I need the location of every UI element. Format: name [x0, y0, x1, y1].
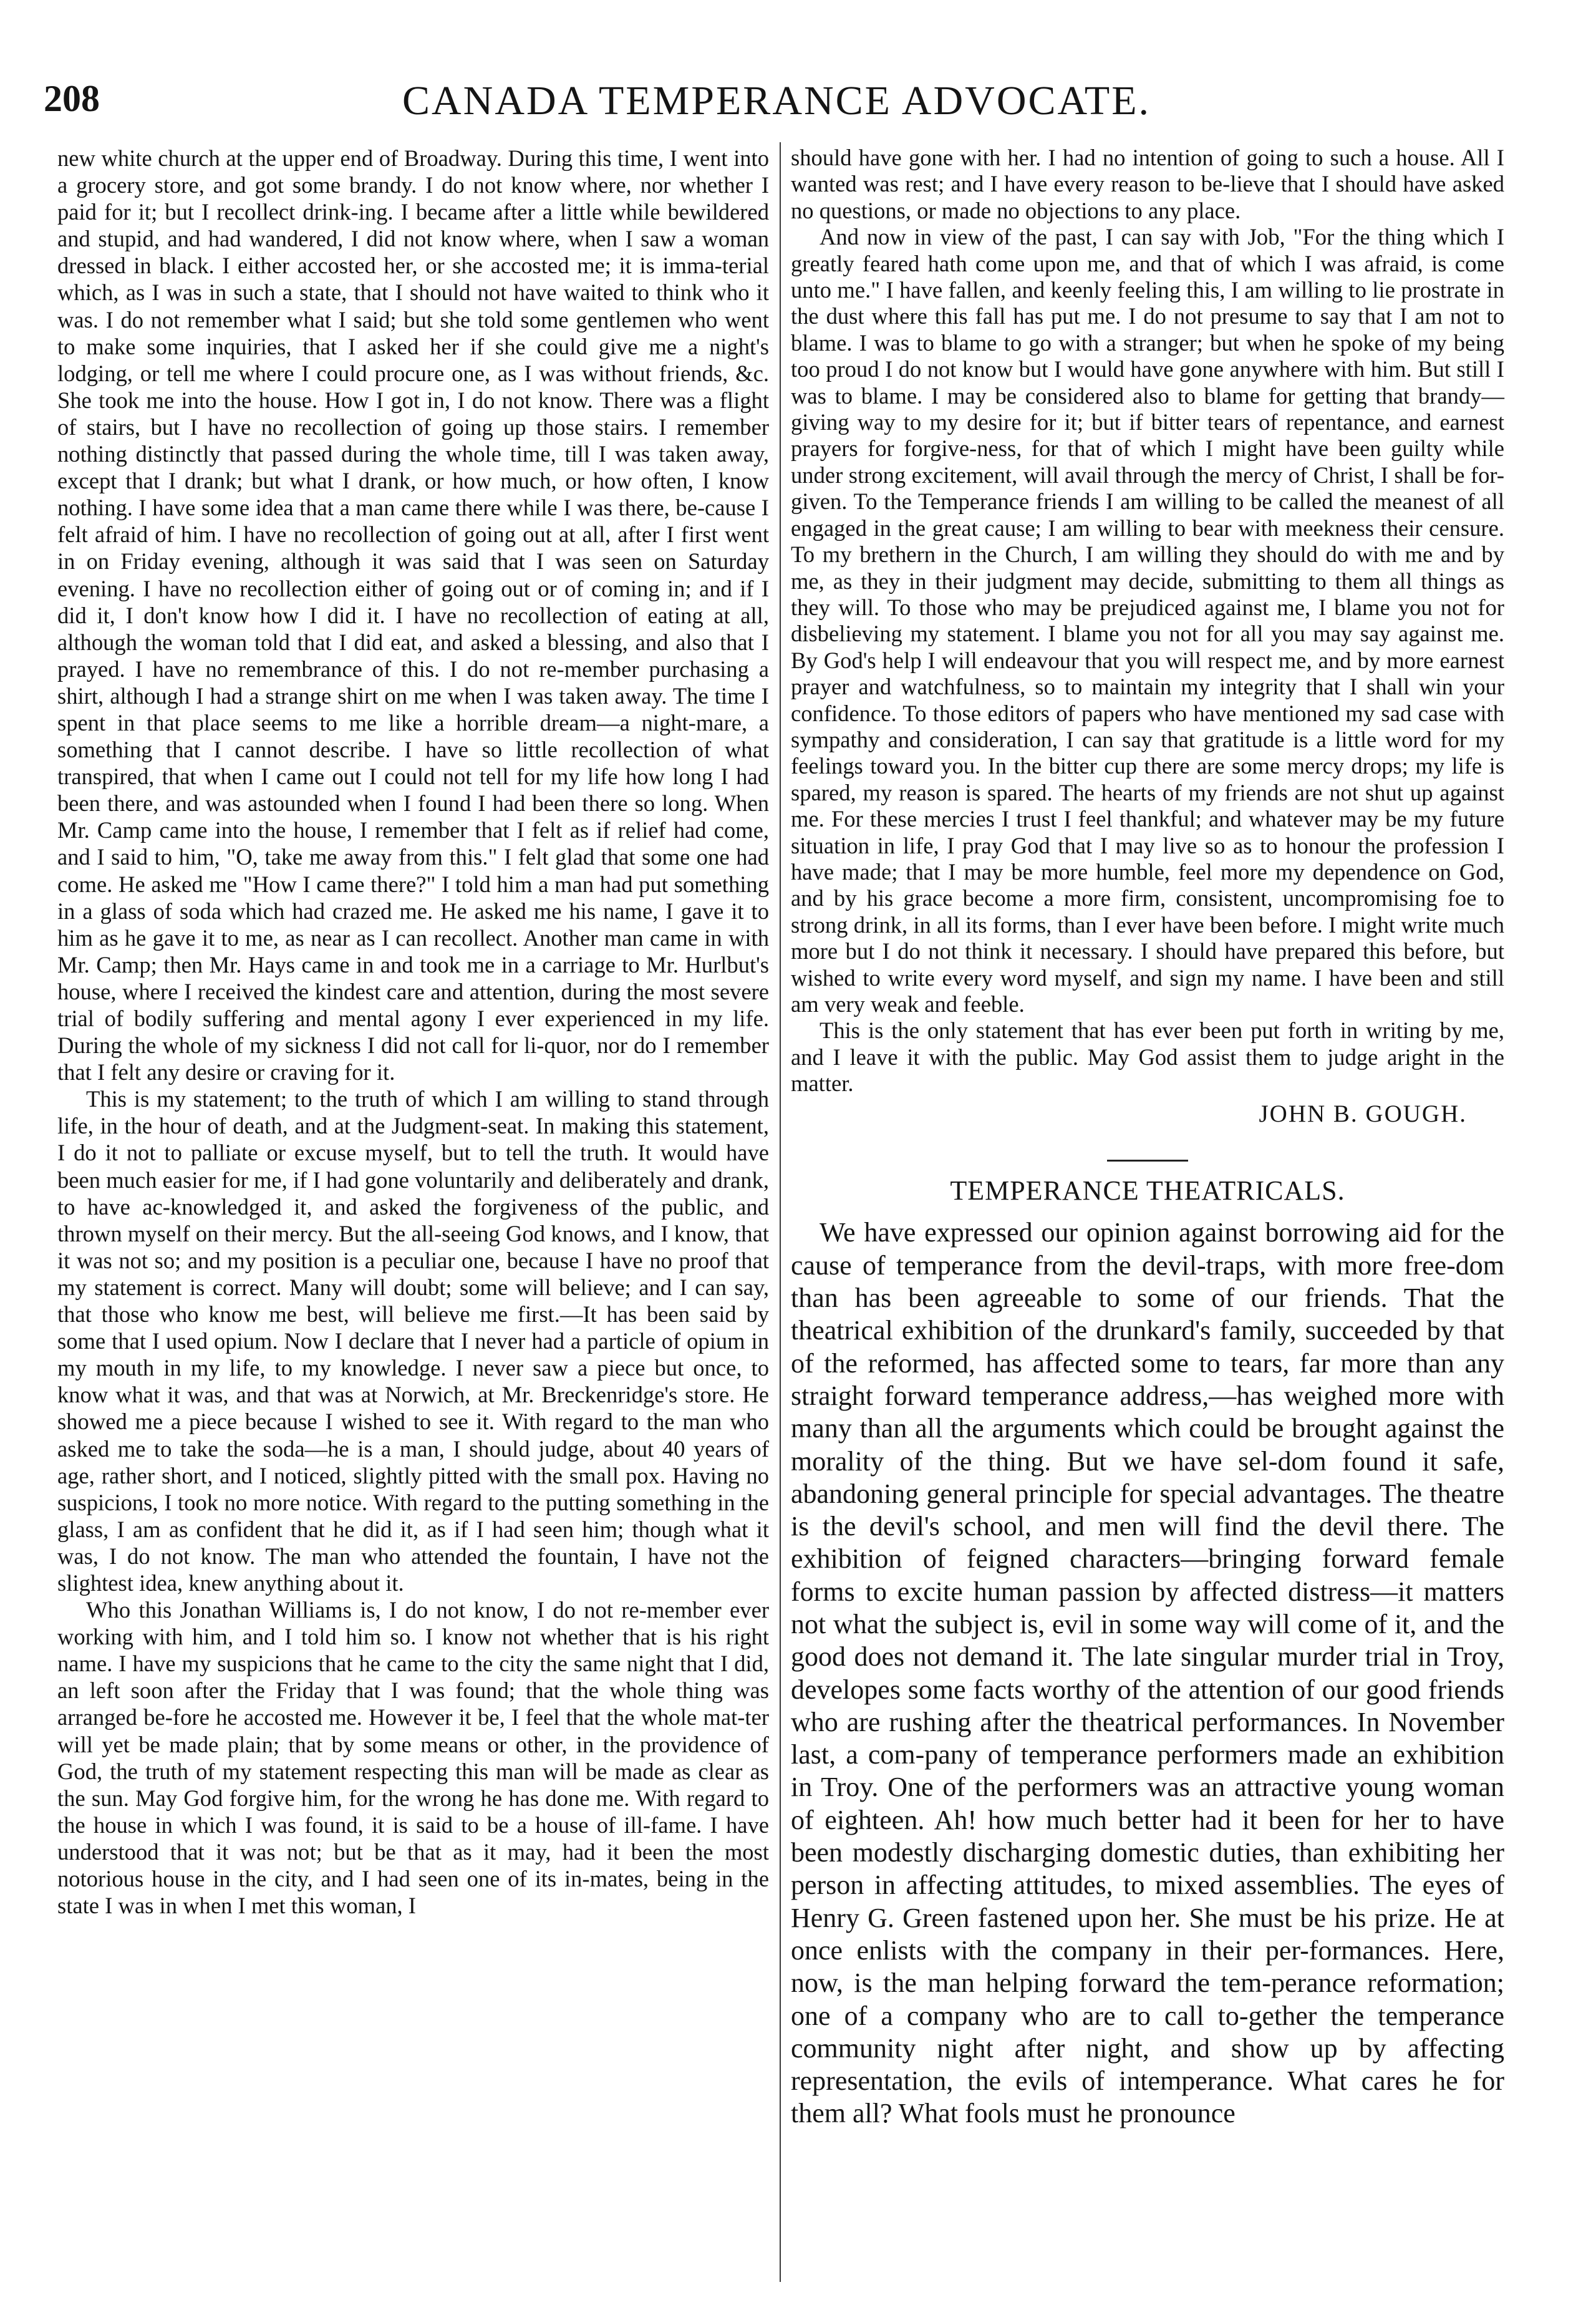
page-number: 208 — [44, 78, 100, 119]
right-paragraph-3: This is the only statement that has ever been put forth in writing by me, and I leave it with the public. May God assist them to judge aright in the matter. — [791, 1017, 1504, 1097]
right-paragraph-1: should have gone with her. I had no intention of going to such a house. All I wanted was rest; and I have every reason to be-lieve that I should have asked no questions, or made no objections to any place. — [791, 145, 1504, 223]
left-paragraph-3: Who this Jonathan Williams is, I do not know, I do not re-member ever working with him, and I told him so. I know not whether that is his right name. I have my suspicions that he came to the city the same night that I did, an left soon after the Friday that I was found; that the whole thing was arranged be-fore he accosted me. However it be, I feel that the whole mat-ter will yet be made plain; that by some means or other, in the providence of God, the truth of my statement respecting this man will be made as clear as the sun. May God forgive him, for the wrong he has done me. With regard to the house in which I was found, it is said to be a house of ill-fame. I have understood that it was not; but be that as it may, had it been the most notorious house in the city, and I had seen one of its in-mates, being in the state I was in when I met this woman, I — [57, 1597, 769, 1919]
left-paragraph-2: This is my statement; to the truth of which I am willing to stand through life, in the hour of death, and at the Judgment-seat. In making this statement, I do it not to palliate or excuse myself, but to tell the truth. It would have been much easier for me, if I had gone voluntarily and deliberately and drank, to have ac-knowledged it, and asked the forgiveness of the public, and thrown myself on their mercy. But the all-seeing God knows, and I know, that it was not so; and my position is a peculiar one, because I have no proof that my statement is correct. Many will doubt; some will believe; and I can say, that those who know me best, will believe me first.—It has been said by some that I used opium. Now I declare that I never had a particle of opium in my mouth in my life, to my knowledge. I never saw a piece but once, to know what it was, and that was at Norwich, at Mr. Breckenridge's store. He showed me a piece because I wished to see it. With regard to the man who asked me to take the soda—he is a man, I should judge, about 40 years of age, rather short, and I noticed, slightly pitted with the small pox. Having no suspicions, I took no more notice. With regard to the putting something in the glass, I am as confident that he did it, as if I had seen him; though what it was, I do not know. The man who attended the fountain, I have not the slightest idea, knew anything about it. — [57, 1086, 769, 1596]
right-paragraph-2: And now in view of the past, I can say with Job, "For the thing which I greatly feared hath come upon me, and that of which I was afraid, is come unto me." I have fallen, and keenly feeling this, I am willing to lie prostrate in the dust where this fall has put me. I do not presume to say that I am not to blame. I was to blame to go with a stranger; but when he spoke of my being too proud I do not know but I would have gone anywhere with him. But still I was to blame. I may be considered also to blame for getting that brandy—giving way to my desire for it; but if bitter tears of repentance, and earnest prayers for forgive-ness, for that of which I might have been guilty while under strong excitement, will avail through the mercy of Christ, I shall be for-given. To the Temperance friends I am willing to be called the meanest of all engaged in the great cause; I am willing to bear with meekness their censure. To my brethern in the Church, I am willing they should do with me and by me, as they in their judgment may decide, submitting to them all things as they will. To those who may be prejudiced against me, I blame you not for disbelieving my statement. I blame you not for all you may say against me. By God's help I will endeavour that you will respect me, and by more earnest prayer and watchfulness, so to maintain my integrity that I shall win your confidence. To those editors of papers who have mentioned my sad case with sympathy and consideration, I can say that gratitude is a little word for my feelings toward you. In the bitter cup there are some mercy drops; my life is spared, my reason is spared. The hearts of my friends are not shut up against me. For these mercies I trust I feel thankful; and whatever may be my future situation in life, I pray God that I may live so as to honour the profession I have made; that I may be more humble, feel more my dependence on God, and by his grace become a more firm, consistent, uncompromising foe to strong drink, in all its forms, than I ever have been before. I might write much more but I do not think it necessary. I should have prepared this before, but wished to write every word myself, and sign my name. I have been and still am very weak and feeble. — [791, 224, 1504, 1017]
left-column — [57, 145, 769, 1919]
page-header — [44, 74, 1509, 136]
section-title: TEMPERANCE THEATRICALS. — [950, 1175, 1345, 1206]
article-paragraph: We have expressed our opinion against borrowing aid for the cause of temperance from the devil-traps, with more free-dom than has been agreeable to some of our friends. That the theatrical exhibition of the drunkard's family, succeeded by that of the reformed, has affected some to tears, far more than any straight forward temperance address,—has weighed more with many than all the arguments which could be brought against the morality of the thing. But we have sel-dom found it safe, abandoning general principle for special advantages. The theatre is the devil's school, and men will find the devil there. The exhibition of feigned characters—bringing forward female forms to excite human passion by affected distress—it matters not what the subject is, evil in some way will come of it, and the good does not demand it. The late singular murder trial in Troy, developes some facts worthy of the attention of our good friends who are rushing after the theatrical performances. In November last, a com-pany of temperance performers made an exhibition in Troy. One of the performers was an attractive young woman of eighteen. Ah! how much better had it been for her to have been modestly discharging domestic duties, than exhibiting her person in affecting attitudes, to mixed assemblies. The eyes of Henry G. Green fastened upon her. She must be his prize. He at once enlists with the company in their per-formances. Here, now, is the man helping forward the tem-perance reformation; one of a company who are to call to-gether the temperance community night after night, and show up by affecting representation, the evils of intemperance. What cares he for them all? What fools must he pronounce — [791, 1217, 1504, 2129]
signature: JOHN B. GOUGH. — [1259, 1100, 1467, 1127]
section-rule — [1107, 1160, 1188, 1162]
left-paragraph-1: new white church at the upper end of Broadway. During this time, I went into a grocery store, and got some brandy. I do not know where, nor whether I paid for it; but I recollect drink-ing. I became after a little while bewildered and stupid, and had wandered, I did not know where, when I saw a woman dressed in black. I either accosted her, or she accosted me; it is imma-terial which, as I was in such a state, that I should not have waited to think who it was. I do not remember what I said; but she told some gentlemen who went to make some inquiries, that I asked her if she could give me a night's lodging, or tell me where I could procure one, as I was without friends, &c. She took me into the house. How I got in, I do not know. There was a flight of stairs, but I have no recollection of going up those stairs. I remember nothing distinctly that passed during the whole time, till I was taken away, except that I drank; but what I drank, or how much, or how often, I know nothing. I have some idea that a man came there while I was there, be-cause I felt afraid of him. I have no recollection of going out at all, after I first went in on Friday evening, although it was said that I was seen on Saturday evening. I have no recollection either of going out or of coming in; and if I did it, I don't know how I did it. I have no recollection of eating at all, although the woman told that I did eat, and asked a blessing, and also that I prayed. I have no remembrance of this. I do not re-member purchasing a shirt, although I had a strange shirt on me when I was taken away. The time I spent in that place seems to me like a horrible dream—a night-mare, a something that I cannot describe. I have so little recollection of what transpired, that when I came out I could not tell for my life how long I had been there, and was astounded when I found I had been there so long. When Mr. Camp came into the house, I remember that I felt as if relief had come, and I said to him, "O, take me away from this." I felt glad that some one had come. He asked me "How I came there?" I told him a man had put something in a glass of soda which had crazed me. He asked me his name, I gave it to him as he gave it to me, as near as I can recollect. Another man came in with Mr. Camp; then Mr. Hays came in and took me in a carriage to Mr. Hurlbut's house, where I received the kindest care and attention, during the most severe trial of bodily suffering and mental agony I ever experienced in my life. During the whole of my sickness I did not call for li-quor, nor do I remember that I felt any desire or craving for it. — [57, 145, 769, 1085]
column-divider — [780, 142, 781, 2282]
journal-title: CANADA TEMPERANCE ADVOCATE. — [402, 78, 1151, 124]
right-column — [791, 145, 1504, 2130]
